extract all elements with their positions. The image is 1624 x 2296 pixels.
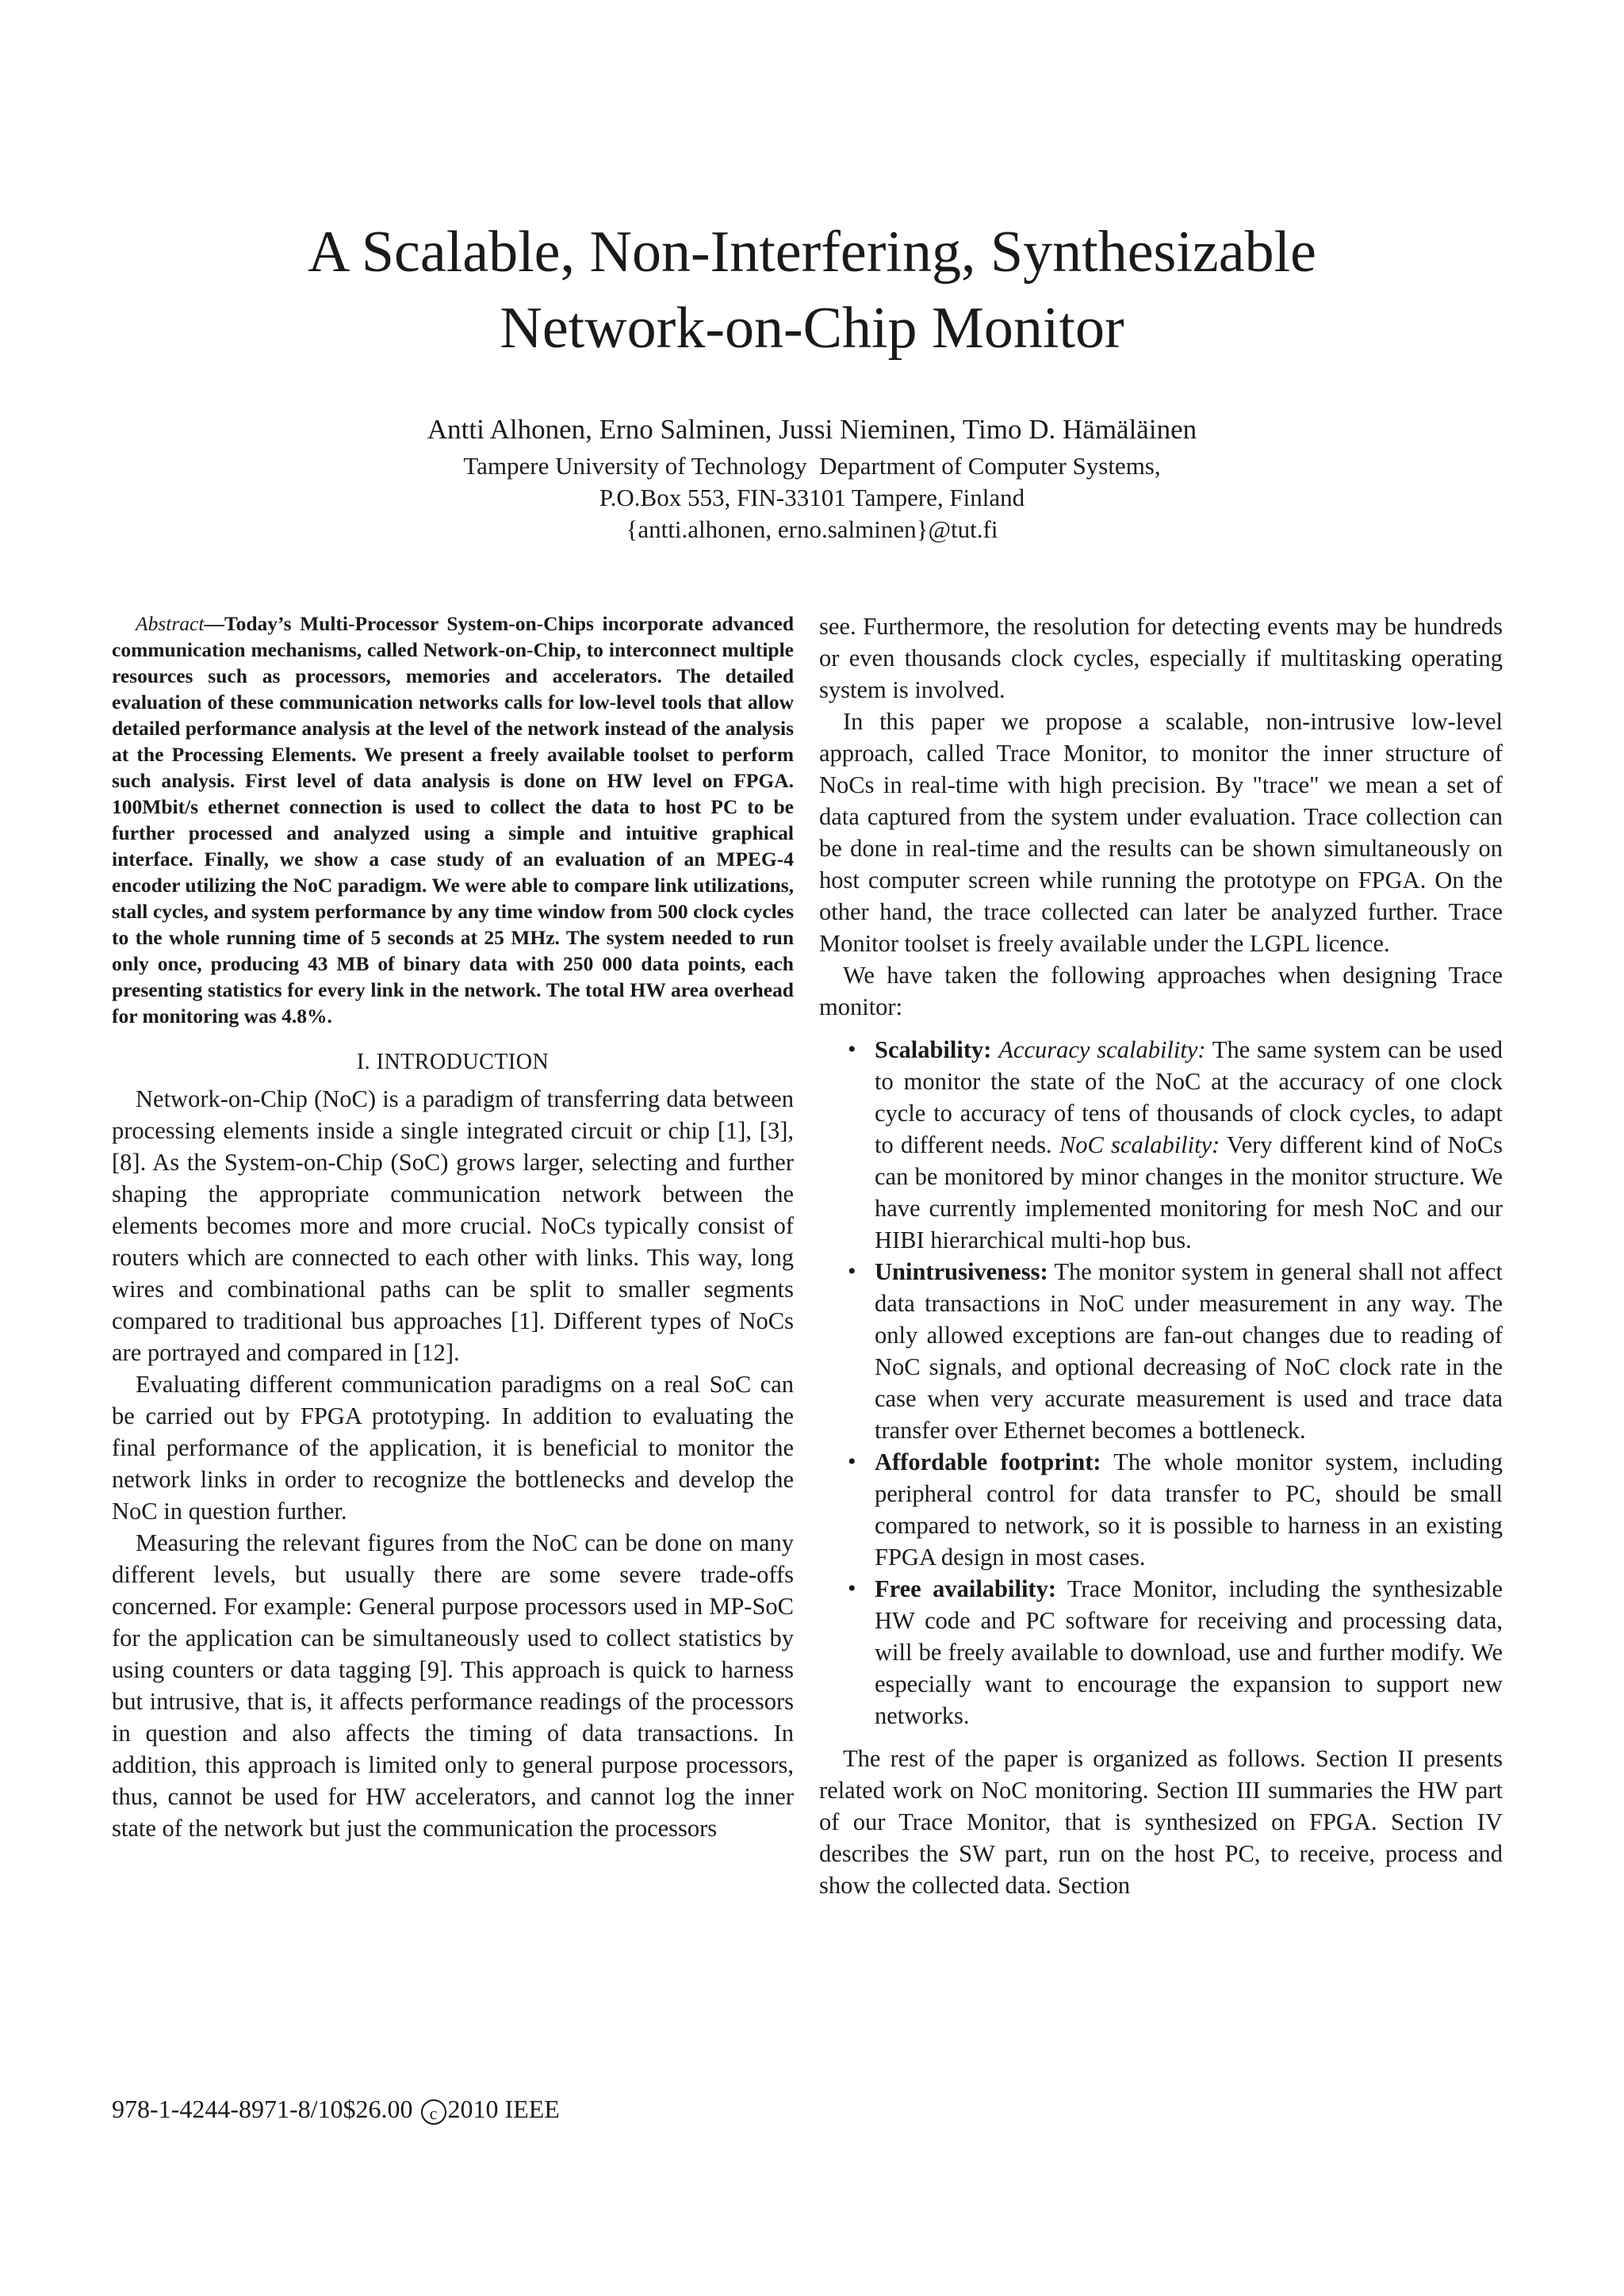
bullet-icon: • xyxy=(848,1258,856,1284)
affiliation-email: {antti.alhonen, erno.salminen}@tut.fi xyxy=(626,515,998,543)
list-item-label: Free availability: xyxy=(875,1575,1056,1602)
copyright-icon: c xyxy=(421,2099,446,2125)
author-list: Antti Alhonen, Erno Salminen, Jussi Nieminen, Timo D. Hämäläinen xyxy=(427,414,1197,445)
bullet-icon: • xyxy=(848,1036,856,1062)
title-line-2: Network-on-Chip Monitor xyxy=(500,296,1124,361)
list-item-text: The whole monitor system, including peripheral control for data transfer to PC, should be small compared to network, so it is possible to harness in an existing FPGA design in most cases. xyxy=(875,1448,1503,1571)
list-item xyxy=(819,1256,1503,1446)
section-heading-introduction: I. INTRODUCTION xyxy=(356,1050,550,1074)
bullet-icon: • xyxy=(848,1448,856,1475)
list-item xyxy=(819,1446,1503,1573)
footer-year-org: 2010 IEEE xyxy=(447,2095,560,2123)
affiliation-line-2: P.O.Box 553, FIN-33101 Tampere, Finland xyxy=(599,484,1025,511)
right-paragraph-continued: see. Furthermore, the resolution for detecting events may be hundreds or even thousands clock cycles, especially if multitasking operating system is involved. xyxy=(819,613,1503,703)
abstract-body: —Today’s Multi-Processor System-on-Chips incorporate advanced communication mechanisms, called Network-on-Chip, to interconnect multiple resources such as processors, memories and accelerators. The detailed evaluation of these communication networks calls for low-level tools that allow detailed performance analysis at the level of the network instead of the analysis at the Processing Elements. We present a freely available toolset to perform such analysis. First level of data analysis is done on HW level on FPGA. 100Mbit/s ethernet connection is used to collect the data to host PC to be further processed and analyzed using a simple and intuitive graphical interface. Finally, we show a case study of an evaluation of an MPEG-4 encoder utilizing the NoC paradigm. We were able to compare link utilizations, stall cycles, and system performance by any time window from 500 clock cycles to the whole running time of 5 seconds at 25 MHz. The system needed to run only once, producing 43 MB of binary data with 250 000 data points, each presenting statistics for every link in the network. The total HW area overhead for monitoring was 4.8%. xyxy=(112,612,794,1027)
right-paragraph-2: We have taken the following approaches when designing Trace monitor: xyxy=(819,962,1503,1020)
page-footer xyxy=(112,2093,560,2125)
affiliation-line-1: Tampere University of Technology Department of Computer Systems, xyxy=(463,452,1161,480)
design-approaches-list xyxy=(819,1034,1503,1732)
abstract xyxy=(112,610,794,1029)
right-column xyxy=(819,610,1503,1901)
right-paragraph-1: In this paper we propose a scalable, non-intrusive low-level approach, called Trace Monitor, to monitor the inner structure of NoCs in real-time with high precision. By "trace" we mean a set of data captured from the system under evaluation. Trace collection can be done in real-time and the results can be shown simultaneously on host computer screen while running the prototype on FPGA. On the other hand, the trace collected can later be analyzed further. Trace Monitor toolset is freely available under the LGPL licence. xyxy=(819,708,1503,957)
right-paragraph-3: The rest of the paper is organized as follows. Section II presents related work on NoC monitoring. Section III summaries the HW part of our Trace Monitor, that is synthesized on FPGA. Section IV describes the SW part, run on the host PC, to receive, process and show the collected data. Section xyxy=(819,1745,1503,1899)
intro-paragraph-2: Evaluating different communication paradigms on a real SoC can be carried out by FPGA prototyping. In addition to evaluating the final performance of the application, it is beneficial to monitor the network links in order to recognize the bottlenecks and develop the NoC in question further. xyxy=(112,1371,794,1525)
list-item-text: Very different kind of NoCs can be monitored by minor changes in the monitor structure. We have currently implemented monitoring for mesh NoC and our HIBI hierarchical multi-hop bus. xyxy=(875,1131,1503,1253)
title-line-1: A Scalable, Non-Interfering, Synthesizable xyxy=(308,220,1316,285)
left-column xyxy=(112,610,794,1844)
affiliation xyxy=(0,450,1624,545)
list-item-subheading: NoC scalability: xyxy=(1059,1131,1220,1158)
list-item-text: Trace Monitor, including the synthesizable HW code and PC software for receiving and processing data, will be freely available to download, use and further modify. We especially want to encourage the expansion to support new networks. xyxy=(875,1575,1503,1729)
footer-isbn: 978-1-4244-8971-8/10$26.00 xyxy=(112,2095,413,2123)
intro-paragraph-3: Measuring the relevant figures from the NoC can be done on many different levels, but usually there are some severe trade-offs concerned. For example: General purpose processors used in MP-SoC for the application can be simultaneously used to collect statistics by using counters or data tagging [9]. This approach is quick to harness but intrusive, that is, it affects performance readings of the processors in question and also affects the timing of data transactions. In addition, this approach is limited only to general purpose processors, thus, cannot be used for HW accelerators, and cannot log the inner state of the network but just the communication the processors xyxy=(112,1529,794,1842)
list-item-label: Scalability: xyxy=(875,1036,992,1063)
list-item-text: The monitor system in general shall not affect data transactions in NoC under measurement in any way. The only allowed exceptions are fan-out changes due to reading of NoC signals, and optional decreasing of NoC clock rate in the case when very accurate measurement is used and trace data transfer over Ethernet becomes a bottleneck. xyxy=(875,1258,1503,1444)
paper-title xyxy=(0,214,1624,366)
intro-paragraph-1: Network-on-Chip (NoC) is a paradigm of transferring data between processing elements inside a single integrated circuit or chip [1], [3], [8]. As the System-on-Chip (SoC) grows larger, selecting and further shaping the appropriate communication network between the elements becomes more and more crucial. NoCs typically consist of routers which are connected to each other with links. This way, long wires and combinational paths can be split to smaller segments compared to traditional bus approaches [1]. Different types of NoCs are portrayed and compared in [12]. xyxy=(112,1085,794,1366)
list-item xyxy=(819,1034,1503,1256)
list-item-label: Unintrusiveness: xyxy=(875,1258,1048,1285)
list-item-text: The same system can be used to monitor the state of the NoC at the accuracy of one clock cycle to accuracy of tens of thousands of clock cycles, to adapt to different needs. xyxy=(875,1036,1503,1158)
list-item xyxy=(819,1573,1503,1732)
abstract-lead: Abstract xyxy=(136,612,205,635)
bullet-icon: • xyxy=(848,1575,856,1601)
list-item-subheading: Accuracy scalability: xyxy=(998,1036,1206,1063)
list-item-label: Affordable footprint: xyxy=(875,1448,1101,1475)
